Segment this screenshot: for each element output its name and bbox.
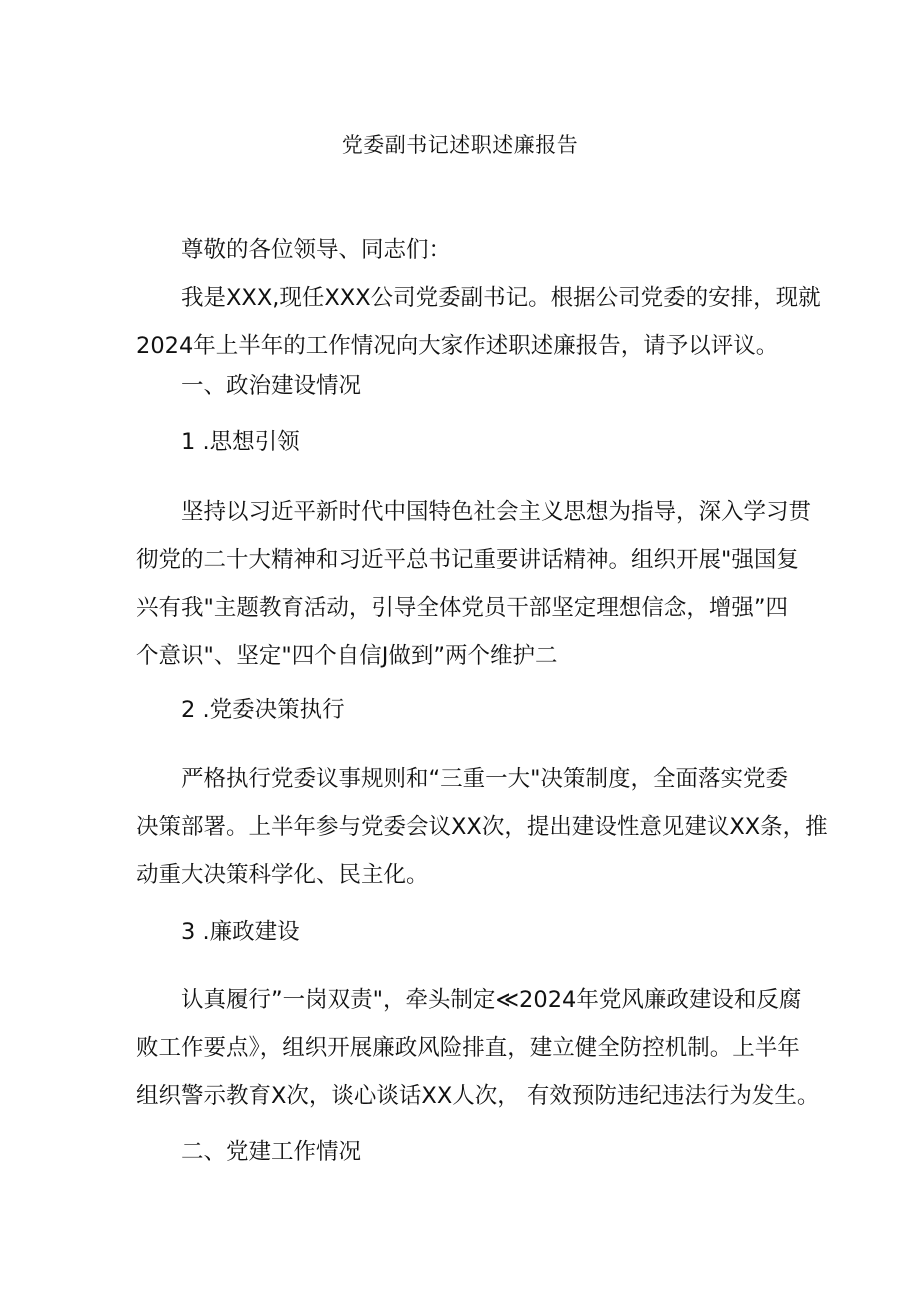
body-line: 严格执行党委议事规则和“三重一大"决策制度，全面落实党委 <box>181 766 789 792</box>
item2-heading: 2 .党委决策执行 <box>181 697 345 723</box>
section2-heading: 二、党建工作情况 <box>181 1139 362 1165</box>
intro-line: 2024年上半年的工作情况向大家作述职述廉报告，请予以评议。 <box>136 333 779 359</box>
intro-line: 我是XXX,现任XXX公司党委副书记。根据公司党委的安排，现就 <box>181 285 821 311</box>
item3-paragraph <box>136 976 820 1120</box>
section-heading <box>136 362 798 410</box>
item2-paragraph <box>136 755 828 899</box>
salutation <box>136 226 798 274</box>
item3-heading: 3 .廉政建设 <box>181 919 300 945</box>
body-line: 彻党的二十大精神和习近平总书记重要讲话精神。组织开展"强国复 <box>136 547 799 573</box>
section-heading <box>136 1128 798 1176</box>
subsection-heading <box>136 418 798 466</box>
salutation-line: 尊敬的各位领导、同志们： <box>181 237 452 263</box>
document-title: 党委副书记述职述廉报告 <box>341 133 579 157</box>
body-line: 动重大决策科学化、民主化。 <box>136 862 429 888</box>
subsection-heading <box>136 686 798 734</box>
section1-heading: 一、政治建设情况 <box>181 373 362 399</box>
subsection-heading <box>136 908 798 956</box>
body-line: 认真履行”一岗双责"，牵头制定≪2024年党风廉政建设和反腐 <box>181 987 802 1013</box>
body-line: 组织警示教育X次，谈心谈话XX人次， 有效预防违纪违法行为发生。 <box>136 1083 820 1109</box>
body-line: 兴有我"主题教育活动，引导全体党员干部坚定理想信念，增强”四 <box>136 595 789 621</box>
item1-heading: 1 .思想引领 <box>181 429 300 455</box>
item1-paragraph <box>136 488 812 680</box>
body-line: 决策部署。上半年参与党委会议XX次，提出建设性意见建议XX条，推 <box>136 814 828 840</box>
body-line: 坚持以习近平新时代中国特色社会主义思想为指导，深入学习贯 <box>181 499 812 525</box>
body-line: 败工作要点》，组织开展廉政风险排直，建立健全防控机制。上半年 <box>136 1035 800 1061</box>
intro-paragraph <box>136 274 821 370</box>
body-line: 个意识"、坚定"四个自信J做到”两个维护二 <box>136 643 558 669</box>
